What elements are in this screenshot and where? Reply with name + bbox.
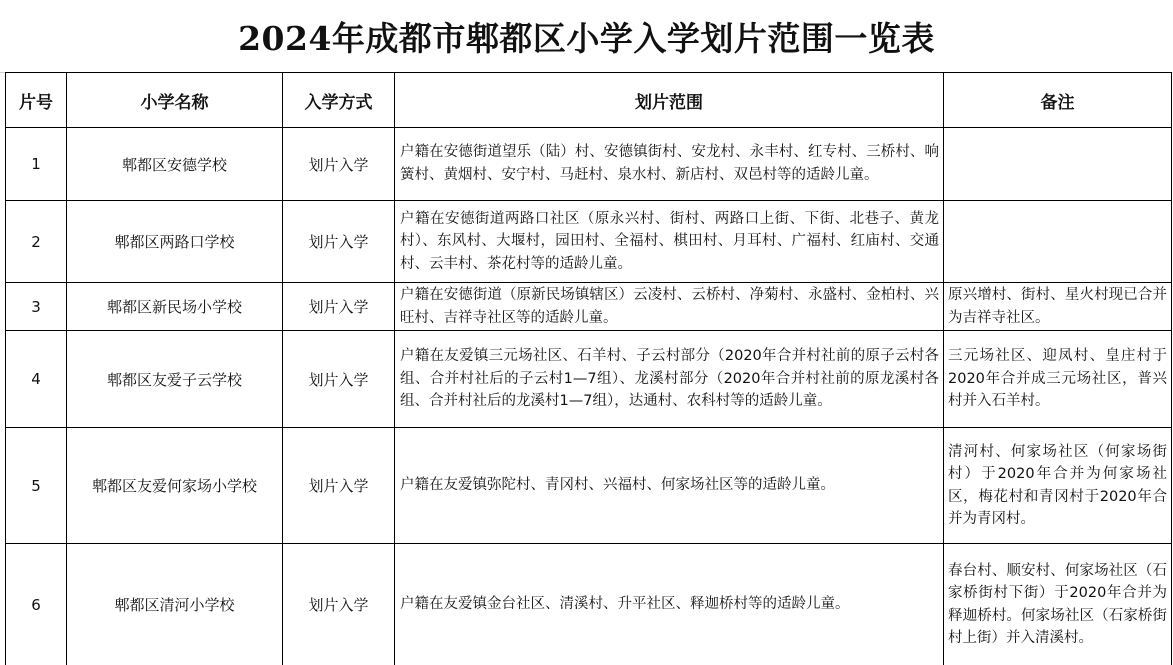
- cell-id[interactable]: 1: [6, 128, 67, 201]
- cell-method[interactable]: 划片入学: [283, 283, 395, 331]
- cell-range[interactable]: 户籍在友爱镇三元场社区、石羊村、子云村部分（2020年合并村社前的原子云村各组、合并村社后的子云村1—7组）、龙溪村部分（2020年合并村社前的原龙溪村各组、合并村社后的龙溪村1—7组），达通村、农科村等的适龄儿童。: [395, 331, 944, 428]
- cell-range[interactable]: 户籍在安德街道（原新民场镇辖区）云凌村、云桥村、净菊村、永盛村、金柏村、兴旺村、吉祥寺社区等的适龄儿童。: [395, 283, 944, 331]
- cell-school[interactable]: 郫都区清河小学校: [67, 544, 283, 665]
- table-row: [6, 428, 1172, 544]
- cell-id[interactable]: 3: [6, 283, 67, 331]
- header-note[interactable]: 备注: [944, 73, 1172, 128]
- enrollment-table: [5, 72, 1172, 665]
- header-id[interactable]: 片号: [6, 73, 67, 128]
- header-row: [6, 73, 1172, 128]
- cell-note[interactable]: 清河村、何家场社区（何家场街村）于2020年合并为何家场社区，梅花村和青冈村于2020年合并为青冈村。: [944, 428, 1172, 544]
- cell-method[interactable]: 划片入学: [283, 128, 395, 201]
- cell-school[interactable]: 郫都区友爱子云学校: [67, 331, 283, 428]
- header-school[interactable]: 小学名称: [67, 73, 283, 128]
- cell-id[interactable]: 5: [6, 428, 67, 544]
- page-title: 2024年成都市郫都区小学入学划片范围一览表: [238, 18, 935, 58]
- cell-range[interactable]: 户籍在友爱镇弥陀村、青冈村、兴福村、何家场社区等的适龄儿童。: [395, 428, 944, 544]
- cell-school[interactable]: 郫都区安德学校: [67, 128, 283, 201]
- table-row: [6, 201, 1172, 283]
- cell-method[interactable]: 划片入学: [283, 428, 395, 544]
- cell-method[interactable]: 划片入学: [283, 544, 395, 665]
- cell-school[interactable]: 郫都区新民场小学校: [67, 283, 283, 331]
- cell-range[interactable]: 户籍在安德街道望乐（陆）村、安德镇街村、安龙村、永丰村、红专村、三桥村、响簧村、黄烟村、安宁村、马赶村、泉水村、新店村、双邑村等的适龄儿童。: [395, 128, 944, 201]
- table-row: [6, 283, 1172, 331]
- header-method[interactable]: 入学方式: [283, 73, 395, 128]
- cell-note[interactable]: 三元场社区、迎凤村、皇庄村于2020年合并成三元场社区，普兴村并入石羊村。: [944, 331, 1172, 428]
- cell-id[interactable]: 6: [6, 544, 67, 665]
- cell-school[interactable]: 郫都区友爱何家场小学校: [67, 428, 283, 544]
- title-row: [0, 0, 1173, 73]
- table-row: [6, 128, 1172, 201]
- cell-note[interactable]: 原兴增村、街村、星火村现已合并为吉祥寺社区。: [944, 283, 1172, 331]
- cell-note[interactable]: [944, 128, 1172, 201]
- cell-method[interactable]: 划片入学: [283, 201, 395, 283]
- header-range[interactable]: 划片范围: [395, 73, 944, 128]
- table-row: [6, 331, 1172, 428]
- cell-id[interactable]: 4: [6, 331, 67, 428]
- cell-range[interactable]: 户籍在友爱镇金台社区、清溪村、升平社区、释迦桥村等的适龄儿童。: [395, 544, 944, 665]
- cell-method[interactable]: 划片入学: [283, 331, 395, 428]
- cell-note[interactable]: [944, 201, 1172, 283]
- cell-range[interactable]: 户籍在安德街道两路口社区（原永兴村、街村、两路口上街、下街、北巷子、黄龙村）、东风村、大堰村，园田村、全福村、棋田村、月耳村、广福村、红庙村、交通村、云丰村、茶花村等的适龄儿童。: [395, 201, 944, 283]
- cell-school[interactable]: 郫都区两路口学校: [67, 201, 283, 283]
- table-row: [6, 544, 1172, 665]
- cell-note[interactable]: 春台村、顺安村、何家场社区（石家桥街村下街）于2020年合并为释迦桥村。何家场社区（石家桥街村上街）并入清溪村。: [944, 544, 1172, 665]
- cell-id[interactable]: 2: [6, 201, 67, 283]
